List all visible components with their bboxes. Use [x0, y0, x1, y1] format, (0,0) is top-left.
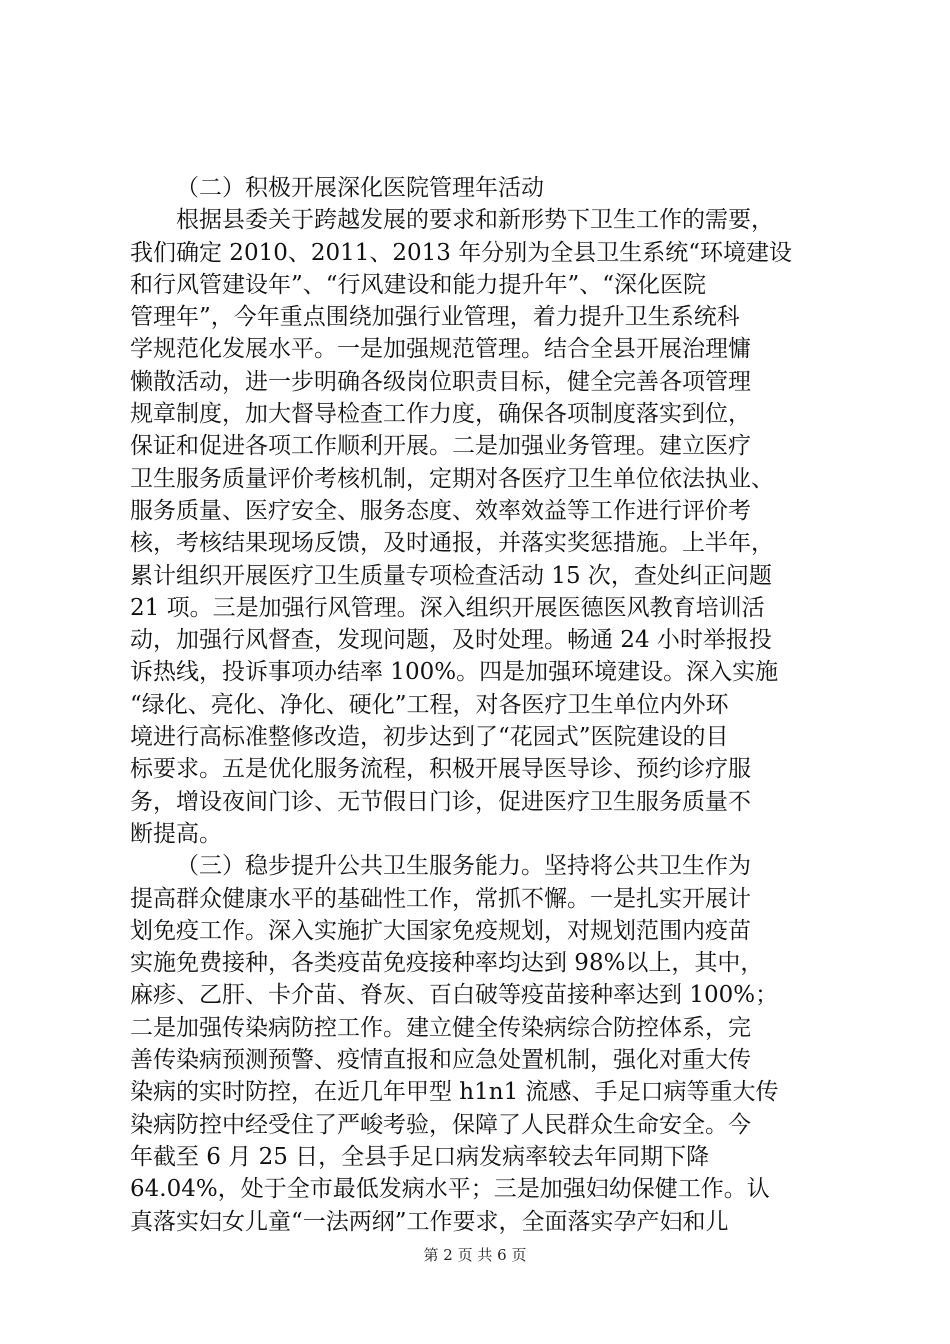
paragraph-line: 卫生服务质量评价考核机制，定期对各医疗卫生单位依法执业、	[130, 465, 774, 492]
body-text	[130, 172, 830, 1238]
paragraph-line: 管理年”，今年重点围绕加强行业管理，着力提升卫生系统科	[130, 304, 740, 331]
paragraph-line: 规章制度，加大督导检查工作力度，确保各项制度落实到位，	[130, 401, 751, 428]
paragraph-line: 务，增设夜间门诊、无节假日门诊，促进医疗卫生服务质量不	[130, 788, 751, 815]
paragraph-line: 和行风管建设年”、“行风建设和能力提升年”、“深化医院	[130, 271, 707, 298]
paragraph-line: 21 项。三是加强行风管理。深入组织开展医德医风教育培训活	[130, 594, 765, 621]
paragraph-line: 麻疹、乙肝、卡介苗、脊灰、百白破等疫苗接种率达到 100%；	[130, 982, 779, 1009]
paragraph-line: 动，加强行风督查，发现问题，及时处理。畅通 24 小时举报投	[130, 627, 772, 654]
page-number-footer: 第 2 页 共 6 页	[423, 1246, 527, 1264]
paragraph-line: 断提高。	[130, 820, 222, 847]
paragraph-line: 服务质量、医疗安全、服务态度、效率效益等工作进行评价考	[130, 497, 751, 524]
paragraph-line: 我们确定 2010、2011、2013 年分别为全县卫生系统“环境建设	[130, 239, 792, 266]
paragraph-line: 划免疫工作。深入实施扩大国家免疫规划，对规划范围内疫苗	[130, 917, 751, 944]
paragraph-line: 年截至 6 月 25 日，全县手足口病发病率较去年同期下降	[130, 1143, 710, 1170]
paragraph-line: 懒散活动，进一步明确各级岗位职责目标，健全完善各项管理	[130, 368, 751, 395]
paragraph-line: 保证和促进各项工作顺利开展。二是加强业务管理。建立医疗	[130, 433, 751, 460]
paragraph-line: 实施免费接种，各类疫苗免疫接种率均达到 98%以上，其中，	[130, 950, 764, 977]
paragraph-line: “绿化、亮化、净化、硬化”工程，对各医疗卫生单位内外环	[130, 691, 729, 718]
paragraph-line: 诉热线，投诉事项办结率 100%。四是加强环境建设。深入实施	[130, 659, 779, 686]
section-heading-2: （二）积极开展深化医院管理年活动	[176, 175, 544, 201]
paragraph-line: 染病防控中经受住了严峻考验，保障了人民群众生命安全。今	[130, 1111, 751, 1138]
paragraph-line: 累计组织开展医疗卫生质量专项检查活动 15 次，查处纠正问题	[130, 562, 772, 589]
paragraph-line: 真落实妇女儿童“一法两纲”工作要求，全面落实孕产妇和儿	[130, 1208, 729, 1235]
section-heading-3: （三）稳步提升公共卫生服务能力。坚持将公共卫生作为	[176, 853, 751, 880]
paragraph-line: 染病的实时防控，在近几年甲型 h1n1 流感、手足口病等重大传	[130, 1079, 779, 1106]
paragraph-line: 64.04%，处于全市最低发病水平；三是加强妇幼保健工作。认	[130, 1176, 770, 1203]
paragraph-line: 境进行高标准整修改造，初步达到了“花园式”医院建设的目	[130, 724, 729, 751]
paragraph-line: 学规范化发展水平。一是加强规范管理。结合全县开展治理慵	[130, 336, 751, 363]
paragraph-line: 善传染病预测预警、疫情直报和应急处置机制，强化对重大传	[130, 1047, 751, 1074]
paragraph-line: 核，考核结果现场反馈，及时通报，并落实奖惩措施。上半年，	[130, 530, 774, 557]
paragraph-line: 标要求。五是优化服务流程，积极开展导医导诊、预约诊疗服	[130, 756, 751, 783]
paragraph-line: 提高群众健康水平的基础性工作，常抓不懈。一是扎实开展计	[130, 885, 751, 912]
paragraph-line: 二是加强传染病防控工作。建立健全传染病综合防控体系，完	[130, 1014, 751, 1041]
paragraph-line: 根据县委关于跨越发展的要求和新形势下卫生工作的需要，	[176, 207, 774, 234]
